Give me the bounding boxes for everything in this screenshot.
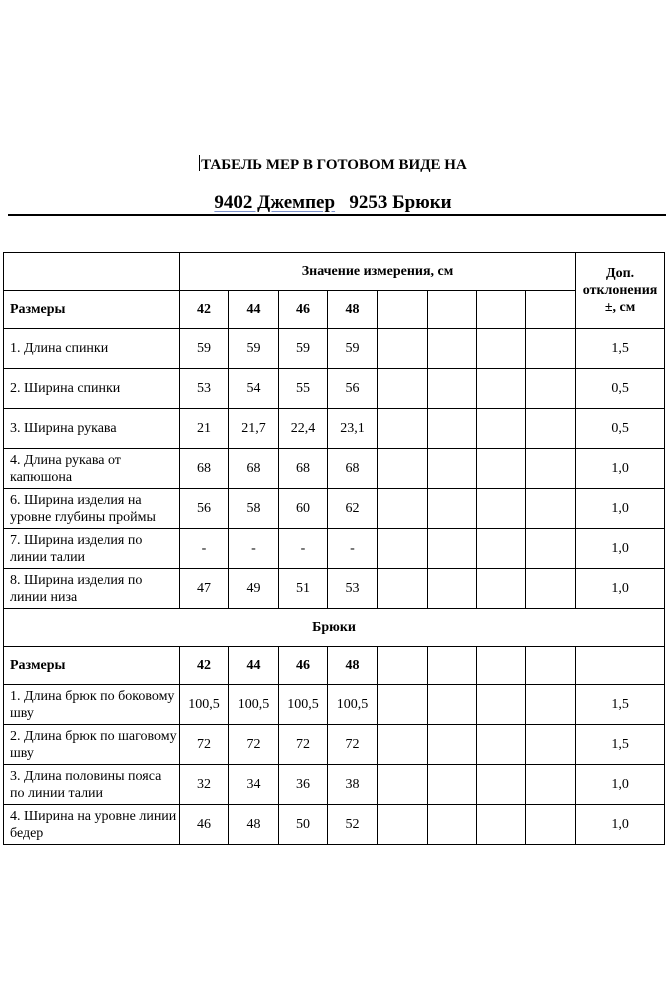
empty-cell bbox=[428, 725, 477, 765]
table-body bbox=[4, 253, 665, 845]
measurement-label: 7. Ширина изделия по линии талии bbox=[4, 529, 180, 569]
measurement-value: - bbox=[328, 529, 378, 569]
empty-cell bbox=[378, 329, 428, 369]
measurement-label: 2. Длина брюк по шаговому шву bbox=[4, 725, 180, 765]
empty-cell bbox=[526, 329, 576, 369]
title-line-1: ТАБЕЛЬ МЕР В ГОТОВОМ ВИДЕ НА bbox=[201, 157, 467, 173]
empty-cell bbox=[428, 647, 477, 685]
empty-cell bbox=[428, 409, 477, 449]
section-title: Брюки bbox=[4, 609, 665, 647]
measurement-value: 60 bbox=[279, 489, 328, 529]
empty-cell bbox=[477, 647, 526, 685]
measurement-value: 21 bbox=[180, 409, 229, 449]
measurement-row bbox=[4, 685, 665, 725]
measurement-value: 68 bbox=[229, 449, 279, 489]
empty-cell bbox=[477, 329, 526, 369]
empty-cell bbox=[477, 765, 526, 805]
size-cell: 44 bbox=[229, 647, 279, 685]
tolerance-value: 1,5 bbox=[576, 329, 665, 369]
measurement-value: 47 bbox=[180, 569, 229, 609]
empty-cell bbox=[428, 685, 477, 725]
empty-cell bbox=[428, 449, 477, 489]
empty-cell bbox=[378, 409, 428, 449]
tolerance-value: 1,0 bbox=[576, 529, 665, 569]
measurement-value: 54 bbox=[229, 369, 279, 409]
section-row bbox=[4, 609, 665, 647]
measurement-row bbox=[4, 329, 665, 369]
empty-cell bbox=[378, 725, 428, 765]
measurement-value: 53 bbox=[328, 569, 378, 609]
measurement-value: 59 bbox=[328, 329, 378, 369]
measurement-label: 3. Длина половины пояса по линии талии bbox=[4, 765, 180, 805]
empty-cell bbox=[477, 529, 526, 569]
empty-cell bbox=[526, 647, 576, 685]
measurement-value: 100,5 bbox=[229, 685, 279, 725]
measurements-table bbox=[3, 252, 665, 845]
empty-cell bbox=[526, 449, 576, 489]
measurement-row bbox=[4, 449, 665, 489]
measurement-label: 2. Ширина спинки bbox=[4, 369, 180, 409]
measurement-row bbox=[4, 569, 665, 609]
measurement-row bbox=[4, 489, 665, 529]
empty-cell bbox=[526, 529, 576, 569]
empty-cell bbox=[477, 685, 526, 725]
measurement-value: - bbox=[229, 529, 279, 569]
empty-cell bbox=[378, 685, 428, 725]
sizes-row-2 bbox=[4, 647, 665, 685]
measurement-value: 36 bbox=[279, 765, 328, 805]
empty-cell bbox=[428, 489, 477, 529]
sizes-label: Размеры bbox=[4, 647, 180, 685]
measurement-value: 50 bbox=[279, 805, 328, 845]
tolerance-value: 1,0 bbox=[576, 489, 665, 529]
size-cell: 42 bbox=[180, 647, 229, 685]
measurement-label: 4. Ширина на уровне линии бедер bbox=[4, 805, 180, 845]
size-cell: 46 bbox=[279, 647, 328, 685]
measurement-value: 48 bbox=[229, 805, 279, 845]
measurement-row bbox=[4, 369, 665, 409]
empty-cell bbox=[477, 409, 526, 449]
measurement-value: 21,7 bbox=[229, 409, 279, 449]
measurement-value: 38 bbox=[328, 765, 378, 805]
measurement-value: 72 bbox=[229, 725, 279, 765]
title-rule bbox=[8, 214, 666, 216]
empty-cell bbox=[477, 569, 526, 609]
tolerance-header: Доп. отклонения ±, см bbox=[576, 253, 665, 329]
empty-cell bbox=[526, 805, 576, 845]
measurement-row bbox=[4, 765, 665, 805]
measurement-value: 59 bbox=[229, 329, 279, 369]
document-title bbox=[0, 155, 666, 174]
size-cell: 48 bbox=[328, 647, 378, 685]
measurement-value: 100,5 bbox=[328, 685, 378, 725]
size-cell: 46 bbox=[279, 291, 328, 329]
measurement-row bbox=[4, 805, 665, 845]
empty-cell bbox=[526, 369, 576, 409]
measurement-value: 72 bbox=[180, 725, 229, 765]
measurement-value: 62 bbox=[328, 489, 378, 529]
empty-cell bbox=[526, 291, 576, 329]
empty-cell bbox=[526, 685, 576, 725]
empty-cell bbox=[477, 805, 526, 845]
measurement-value: 56 bbox=[328, 369, 378, 409]
measurement-label: 8. Ширина изделия по линии низа bbox=[4, 569, 180, 609]
empty-cell bbox=[428, 291, 477, 329]
empty-cell bbox=[378, 489, 428, 529]
size-cell: 48 bbox=[328, 291, 378, 329]
empty-cell bbox=[526, 765, 576, 805]
measurement-value: 100,5 bbox=[279, 685, 328, 725]
measurement-value: - bbox=[180, 529, 229, 569]
measurement-value: 23,1 bbox=[328, 409, 378, 449]
measurement-label: 1. Длина спинки bbox=[4, 329, 180, 369]
empty-cell bbox=[428, 805, 477, 845]
measurement-label: 4. Длина рукава от капюшона bbox=[4, 449, 180, 489]
measurement-label: 3. Ширина рукава bbox=[4, 409, 180, 449]
measurement-value: 100,5 bbox=[180, 685, 229, 725]
empty-cell bbox=[378, 765, 428, 805]
measurement-value: 22,4 bbox=[279, 409, 328, 449]
tolerance-value: 0,5 bbox=[576, 409, 665, 449]
empty-cell bbox=[428, 569, 477, 609]
empty-cell bbox=[378, 369, 428, 409]
empty-cell bbox=[428, 765, 477, 805]
header-blank-cell bbox=[4, 253, 180, 291]
measurement-value: 59 bbox=[180, 329, 229, 369]
empty-cell bbox=[428, 529, 477, 569]
sizes-label: Размеры bbox=[4, 291, 180, 329]
measurement-value: 34 bbox=[229, 765, 279, 805]
measure-header: Значение измерения, см bbox=[180, 253, 576, 291]
tolerance-value: 1,0 bbox=[576, 449, 665, 489]
product-jumper: 9402 Джемпер bbox=[214, 192, 336, 213]
tolerance-value: 1,0 bbox=[576, 805, 665, 845]
measurement-row bbox=[4, 725, 665, 765]
empty-cell bbox=[378, 529, 428, 569]
tolerance-value: 1,5 bbox=[576, 725, 665, 765]
empty-cell bbox=[378, 647, 428, 685]
tolerance-value: 1,5 bbox=[576, 685, 665, 725]
measurement-value: 46 bbox=[180, 805, 229, 845]
document-subtitle bbox=[0, 192, 666, 214]
measurement-value: 51 bbox=[279, 569, 328, 609]
measurement-value: - bbox=[279, 529, 328, 569]
empty-cell bbox=[378, 291, 428, 329]
empty-cell bbox=[526, 489, 576, 529]
empty-cell bbox=[378, 449, 428, 489]
measurement-value: 58 bbox=[229, 489, 279, 529]
empty-cell bbox=[477, 489, 526, 529]
product-trousers: 9253 Брюки bbox=[349, 192, 452, 213]
measurement-value: 32 bbox=[180, 765, 229, 805]
empty-cell bbox=[477, 725, 526, 765]
measurement-value: 49 bbox=[229, 569, 279, 609]
tolerance-value: 1,0 bbox=[576, 569, 665, 609]
empty-cell bbox=[477, 369, 526, 409]
measurement-value: 72 bbox=[328, 725, 378, 765]
measurement-value: 52 bbox=[328, 805, 378, 845]
empty-cell bbox=[526, 409, 576, 449]
measurement-value: 68 bbox=[180, 449, 229, 489]
empty-cell bbox=[477, 291, 526, 329]
empty-cell bbox=[576, 647, 665, 685]
measurement-row bbox=[4, 529, 665, 569]
empty-cell bbox=[526, 569, 576, 609]
empty-cell bbox=[378, 569, 428, 609]
empty-cell bbox=[428, 329, 477, 369]
size-cell: 42 bbox=[180, 291, 229, 329]
measurement-row bbox=[4, 409, 665, 449]
empty-cell bbox=[477, 449, 526, 489]
measurement-value: 55 bbox=[279, 369, 328, 409]
empty-cell bbox=[526, 725, 576, 765]
measurement-value: 72 bbox=[279, 725, 328, 765]
sizes-row bbox=[4, 291, 665, 329]
empty-cell bbox=[428, 369, 477, 409]
header-row bbox=[4, 253, 665, 291]
tolerance-value: 1,0 bbox=[576, 765, 665, 805]
measurement-value: 56 bbox=[180, 489, 229, 529]
size-cell: 44 bbox=[229, 291, 279, 329]
measurement-value: 59 bbox=[279, 329, 328, 369]
empty-cell bbox=[378, 805, 428, 845]
tolerance-value: 0,5 bbox=[576, 369, 665, 409]
measurement-label: 6. Ширина изделия на уровне глубины проймы bbox=[4, 489, 180, 529]
measurement-value: 68 bbox=[279, 449, 328, 489]
measurement-value: 53 bbox=[180, 369, 229, 409]
measurement-label: 1. Длина брюк по боковому шву bbox=[4, 685, 180, 725]
measurement-value: 68 bbox=[328, 449, 378, 489]
